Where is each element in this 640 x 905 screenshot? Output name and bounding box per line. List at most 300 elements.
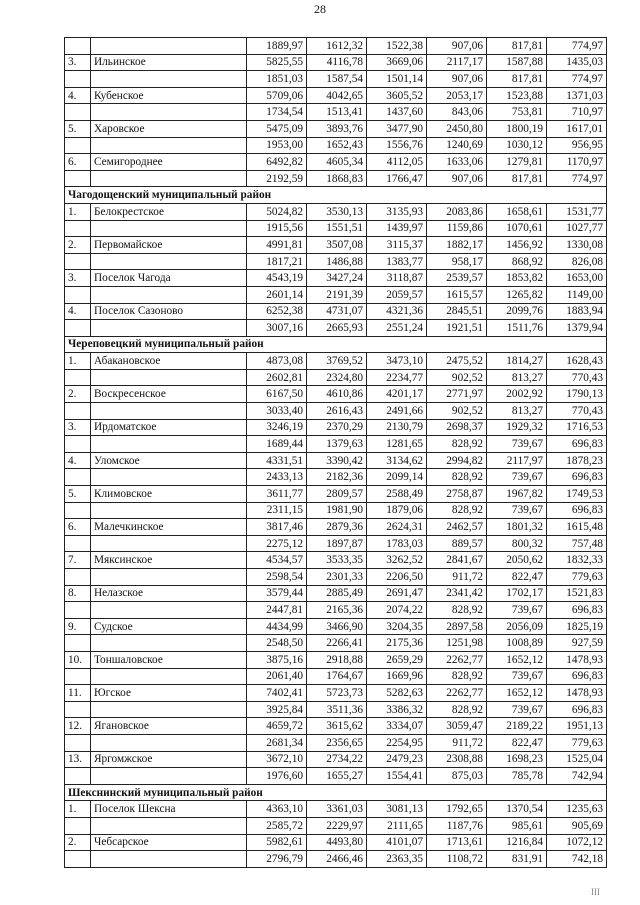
value-cell: 1868,83: [307, 170, 367, 187]
value-cell: 5723,73: [307, 685, 367, 702]
table-row: [65, 486, 607, 503]
table-row: [65, 403, 607, 420]
value-cell: 1170,97: [547, 154, 607, 171]
value-cell: 3579,44: [247, 585, 307, 602]
value-cell: 817,81: [487, 38, 547, 55]
value-cell: 911,72: [427, 569, 487, 586]
value-cell: 785,78: [487, 768, 547, 785]
settlement-name: Югское: [91, 685, 247, 702]
value-cell: 2551,24: [367, 320, 427, 337]
settlement-name: Белокрестское: [91, 203, 247, 220]
value-cell: 3817,46: [247, 519, 307, 536]
table-row: [65, 685, 607, 702]
value-cell: 831,91: [487, 851, 547, 868]
value-cell: 757,48: [547, 535, 607, 552]
value-cell: 2308,88: [427, 751, 487, 768]
value-cell: 956,95: [547, 137, 607, 154]
value-cell: 1801,32: [487, 519, 547, 536]
row-number: 5.: [65, 486, 91, 503]
district-title: Шекснинский муниципальный район: [65, 784, 607, 801]
table-row: [65, 38, 607, 55]
value-cell: 1531,77: [547, 203, 607, 220]
value-cell: 1439,97: [367, 220, 427, 237]
value-cell: 5825,55: [247, 54, 307, 71]
value-cell: 1511,76: [487, 320, 547, 337]
row-number: 1.: [65, 801, 91, 818]
value-cell: 2598,54: [247, 569, 307, 586]
value-cell: 1655,27: [307, 768, 367, 785]
value-cell: 828,92: [427, 668, 487, 685]
settlement-name: [91, 436, 247, 453]
value-cell: 2165,36: [307, 602, 367, 619]
page-number: 28: [314, 2, 326, 16]
value-cell: 1556,76: [367, 137, 427, 154]
value-cell: 875,03: [427, 768, 487, 785]
value-cell: 696,83: [547, 668, 607, 685]
value-cell: 2254,95: [367, 734, 427, 751]
settlement-name: Климовское: [91, 486, 247, 503]
row-number: [65, 569, 91, 586]
row-number: 8.: [65, 585, 91, 602]
row-number: [65, 602, 91, 619]
value-cell: 2796,79: [247, 851, 307, 868]
table-row: [65, 87, 607, 104]
row-number: [65, 535, 91, 552]
value-cell: 7402,41: [247, 685, 307, 702]
value-cell: 905,69: [547, 817, 607, 834]
settlement-name: [91, 403, 247, 420]
value-cell: 1521,83: [547, 585, 607, 602]
row-number: [65, 38, 91, 55]
value-cell: 2659,29: [367, 651, 427, 668]
value-cell: 2059,57: [367, 286, 427, 303]
table-row: [65, 519, 607, 536]
value-cell: 2585,72: [247, 817, 307, 834]
settlement-name: [91, 104, 247, 121]
value-cell: 1265,82: [487, 286, 547, 303]
row-number: [65, 220, 91, 237]
value-cell: 1617,01: [547, 120, 607, 137]
table-body: [65, 38, 607, 868]
value-cell: 2182,36: [307, 469, 367, 486]
value-cell: 742,94: [547, 768, 607, 785]
value-cell: 4543,19: [247, 270, 307, 287]
district-title: Чагодощенский муниципальный район: [65, 187, 607, 204]
value-cell: 4659,72: [247, 718, 307, 735]
value-cell: 3611,77: [247, 486, 307, 503]
row-number: [65, 734, 91, 751]
value-cell: 902,52: [427, 369, 487, 386]
value-cell: 1554,41: [367, 768, 427, 785]
value-cell: 1814,27: [487, 353, 547, 370]
value-cell: 2192,59: [247, 170, 307, 187]
value-cell: 1486,88: [307, 253, 367, 270]
value-cell: 2845,51: [427, 303, 487, 320]
value-cell: 1383,77: [367, 253, 427, 270]
value-cell: 828,92: [427, 502, 487, 519]
value-cell: 907,06: [427, 170, 487, 187]
value-cell: 4534,57: [247, 552, 307, 569]
value-cell: 696,83: [547, 701, 607, 718]
value-cell: 1216,84: [487, 834, 547, 851]
value-cell: 2099,76: [487, 303, 547, 320]
value-cell: 1879,06: [367, 502, 427, 519]
value-cell: 2117,97: [487, 452, 547, 469]
table-row: [65, 851, 607, 868]
value-cell: 1889,97: [247, 38, 307, 55]
row-number: [65, 286, 91, 303]
settlement-name: Малечкинское: [91, 519, 247, 536]
value-cell: 4112,05: [367, 154, 427, 171]
settlement-name: Ильинское: [91, 54, 247, 71]
row-number: [65, 137, 91, 154]
value-cell: 1915,56: [247, 220, 307, 237]
table-row: [65, 203, 607, 220]
value-cell: 800,32: [487, 535, 547, 552]
value-cell: 817,81: [487, 170, 547, 187]
value-cell: 1615,57: [427, 286, 487, 303]
value-cell: 2370,29: [307, 419, 367, 436]
value-cell: 1832,33: [547, 552, 607, 569]
value-cell: 3033,40: [247, 403, 307, 420]
value-cell: 696,83: [547, 602, 607, 619]
value-cell: 1897,87: [307, 535, 367, 552]
value-cell: 1615,48: [547, 519, 607, 536]
value-cell: 2324,80: [307, 369, 367, 386]
value-cell: 2539,57: [427, 270, 487, 287]
tariff-table: [64, 37, 607, 868]
value-cell: 2601,14: [247, 286, 307, 303]
value-cell: 1633,06: [427, 154, 487, 171]
table-row: [65, 585, 607, 602]
value-cell: 2117,17: [427, 54, 487, 71]
value-cell: 4493,80: [307, 834, 367, 851]
value-cell: 907,06: [427, 71, 487, 88]
table-row: [65, 834, 607, 851]
value-cell: 927,59: [547, 635, 607, 652]
value-cell: 1379,63: [307, 436, 367, 453]
value-cell: 774,97: [547, 71, 607, 88]
section-header-row: [65, 187, 607, 204]
value-cell: 889,57: [427, 535, 487, 552]
row-number: 2.: [65, 237, 91, 254]
value-cell: 1652,12: [487, 651, 547, 668]
settlement-name: [91, 569, 247, 586]
value-cell: 2698,37: [427, 419, 487, 436]
settlement-name: Абакановское: [91, 353, 247, 370]
value-cell: 813,27: [487, 369, 547, 386]
row-number: [65, 817, 91, 834]
settlement-name: Ирдоматское: [91, 419, 247, 436]
table-row: [65, 469, 607, 486]
value-cell: 1240,69: [427, 137, 487, 154]
value-cell: 822,47: [487, 734, 547, 751]
value-cell: 3530,13: [307, 203, 367, 220]
settlement-name: Поселок Чагода: [91, 270, 247, 287]
value-cell: 1698,23: [487, 751, 547, 768]
settlement-name: [91, 369, 247, 386]
value-cell: 2602,81: [247, 369, 307, 386]
settlement-name: [91, 768, 247, 785]
settlement-name: [91, 668, 247, 685]
table-row: [65, 817, 607, 834]
value-cell: 1379,94: [547, 320, 607, 337]
value-cell: 4116,78: [307, 54, 367, 71]
table-row: [65, 320, 607, 337]
value-cell: 1072,12: [547, 834, 607, 851]
row-number: 4.: [65, 87, 91, 104]
value-cell: 2341,42: [427, 585, 487, 602]
table-row: [65, 154, 607, 171]
value-cell: 1766,47: [367, 170, 427, 187]
value-cell: 1967,82: [487, 486, 547, 503]
value-cell: 1030,12: [487, 137, 547, 154]
value-cell: 1749,53: [547, 486, 607, 503]
value-cell: 1159,86: [427, 220, 487, 237]
district-title: Череповецкий муниципальный район: [65, 336, 607, 353]
value-cell: 2588,49: [367, 486, 427, 503]
value-cell: 2466,46: [307, 851, 367, 868]
value-cell: 1370,54: [487, 801, 547, 818]
table-row: [65, 120, 607, 137]
settlement-name: [91, 170, 247, 187]
settlement-name: Мяксинское: [91, 552, 247, 569]
value-cell: 2053,17: [427, 87, 487, 104]
settlement-name: Воскресенское: [91, 386, 247, 403]
value-cell: 2734,22: [307, 751, 367, 768]
table-row: [65, 602, 607, 619]
value-cell: 3386,32: [367, 701, 427, 718]
value-cell: 1070,61: [487, 220, 547, 237]
settlement-name: [91, 502, 247, 519]
table-row: [65, 718, 607, 735]
value-cell: 1330,08: [547, 237, 607, 254]
settlement-name: Семигороднее: [91, 154, 247, 171]
row-number: [65, 635, 91, 652]
settlement-name: Кубенское: [91, 87, 247, 104]
value-cell: 3115,37: [367, 237, 427, 254]
value-cell: 1279,81: [487, 154, 547, 171]
value-cell: 2491,66: [367, 403, 427, 420]
row-number: [65, 502, 91, 519]
settlement-name: Судское: [91, 618, 247, 635]
value-cell: 2433,13: [247, 469, 307, 486]
value-cell: 2363,35: [367, 851, 427, 868]
value-cell: 2099,14: [367, 469, 427, 486]
value-cell: 3135,93: [367, 203, 427, 220]
value-cell: 1187,76: [427, 817, 487, 834]
settlement-name: [91, 817, 247, 834]
value-cell: 1734,54: [247, 104, 307, 121]
value-cell: 742,18: [547, 851, 607, 868]
value-cell: 1669,96: [367, 668, 427, 685]
value-cell: 2897,58: [427, 618, 487, 635]
row-number: 2.: [65, 834, 91, 851]
value-cell: 2234,77: [367, 369, 427, 386]
value-cell: 4605,34: [307, 154, 367, 171]
value-cell: 739,67: [487, 701, 547, 718]
value-cell: 2879,36: [307, 519, 367, 536]
settlement-name: [91, 137, 247, 154]
value-cell: 817,81: [487, 71, 547, 88]
value-cell: 3605,52: [367, 87, 427, 104]
table-row: [65, 801, 607, 818]
value-cell: 6252,38: [247, 303, 307, 320]
value-cell: 3507,08: [307, 237, 367, 254]
value-cell: 1501,14: [367, 71, 427, 88]
value-cell: 2809,57: [307, 486, 367, 503]
table-row: [65, 436, 607, 453]
value-cell: 4331,51: [247, 452, 307, 469]
table-row: [65, 502, 607, 519]
value-cell: 2175,36: [367, 635, 427, 652]
value-cell: 753,81: [487, 104, 547, 121]
value-cell: 739,67: [487, 436, 547, 453]
value-cell: 2479,23: [367, 751, 427, 768]
value-cell: 1612,32: [307, 38, 367, 55]
value-cell: 1478,93: [547, 651, 607, 668]
value-cell: 907,06: [427, 38, 487, 55]
value-cell: 774,97: [547, 38, 607, 55]
row-number: 2.: [65, 386, 91, 403]
value-cell: 3533,35: [307, 552, 367, 569]
table-row: [65, 220, 607, 237]
section-header-row: [65, 336, 607, 353]
value-cell: 2447,81: [247, 602, 307, 619]
value-cell: 3769,52: [307, 353, 367, 370]
value-cell: 1437,60: [367, 104, 427, 121]
table-row: [65, 237, 607, 254]
table-row: [65, 734, 607, 751]
row-number: [65, 668, 91, 685]
value-cell: 2111,65: [367, 817, 427, 834]
value-cell: 1716,53: [547, 419, 607, 436]
value-cell: 3615,62: [307, 718, 367, 735]
value-cell: 1251,98: [427, 635, 487, 652]
value-cell: 2691,47: [367, 585, 427, 602]
value-cell: 2624,31: [367, 519, 427, 536]
value-cell: 3081,13: [367, 801, 427, 818]
value-cell: 4873,08: [247, 353, 307, 370]
value-cell: 1883,94: [547, 303, 607, 320]
value-cell: 3334,07: [367, 718, 427, 735]
value-cell: 1027,77: [547, 220, 607, 237]
table-row: [65, 701, 607, 718]
value-cell: 3427,24: [307, 270, 367, 287]
value-cell: 770,43: [547, 403, 607, 420]
value-cell: 3204,35: [367, 618, 427, 635]
value-cell: 4042,65: [307, 87, 367, 104]
value-cell: 779,63: [547, 569, 607, 586]
value-cell: 3925,84: [247, 701, 307, 718]
value-cell: 1878,23: [547, 452, 607, 469]
value-cell: 2918,88: [307, 651, 367, 668]
table-row: [65, 369, 607, 386]
table-row: [65, 253, 607, 270]
settlement-name: [91, 602, 247, 619]
row-number: 1.: [65, 203, 91, 220]
row-number: [65, 701, 91, 718]
table-row: [65, 386, 607, 403]
value-cell: 828,92: [427, 469, 487, 486]
value-cell: 1008,89: [487, 635, 547, 652]
settlement-name: Первомайское: [91, 237, 247, 254]
value-cell: 4991,81: [247, 237, 307, 254]
value-cell: 1281,65: [367, 436, 427, 453]
value-cell: 1149,00: [547, 286, 607, 303]
settlement-name: [91, 701, 247, 718]
row-number: [65, 403, 91, 420]
value-cell: 2665,93: [307, 320, 367, 337]
value-cell: 739,67: [487, 469, 547, 486]
row-number: 3.: [65, 270, 91, 287]
value-cell: 1235,63: [547, 801, 607, 818]
value-cell: 6167,50: [247, 386, 307, 403]
settlement-name: Ягановское: [91, 718, 247, 735]
row-number: [65, 469, 91, 486]
table-row: [65, 535, 607, 552]
row-number: 6.: [65, 154, 91, 171]
value-cell: 4101,07: [367, 834, 427, 851]
value-cell: 696,83: [547, 436, 607, 453]
value-cell: 2061,40: [247, 668, 307, 685]
value-cell: 813,27: [487, 403, 547, 420]
value-cell: 828,92: [427, 701, 487, 718]
value-cell: 1825,19: [547, 618, 607, 635]
value-cell: 2189,22: [487, 718, 547, 735]
table-row: [65, 618, 607, 635]
settlement-name: [91, 535, 247, 552]
settlement-name: Поселок Сазоново: [91, 303, 247, 320]
value-cell: 2548,50: [247, 635, 307, 652]
value-cell: 2462,57: [427, 519, 487, 536]
value-cell: 2130,79: [367, 419, 427, 436]
value-cell: 826,08: [547, 253, 607, 270]
value-cell: 1713,61: [427, 834, 487, 851]
table-row: [65, 54, 607, 71]
table-row: [65, 552, 607, 569]
value-cell: 1817,21: [247, 253, 307, 270]
value-cell: 1853,82: [487, 270, 547, 287]
value-cell: 4434,99: [247, 618, 307, 635]
value-cell: 4610,86: [307, 386, 367, 403]
value-cell: 1371,03: [547, 87, 607, 104]
table-row: [65, 419, 607, 436]
value-cell: 3118,87: [367, 270, 427, 287]
value-cell: 985,61: [487, 817, 547, 834]
settlement-name: [91, 635, 247, 652]
row-number: 10.: [65, 651, 91, 668]
value-cell: 1108,72: [427, 851, 487, 868]
value-cell: 3511,36: [307, 701, 367, 718]
settlement-name: Уломское: [91, 452, 247, 469]
row-number: [65, 71, 91, 88]
value-cell: 2681,34: [247, 734, 307, 751]
value-cell: 3246,19: [247, 419, 307, 436]
value-cell: 822,47: [487, 569, 547, 586]
value-cell: 739,67: [487, 602, 547, 619]
table-row: [65, 353, 607, 370]
value-cell: 4731,07: [307, 303, 367, 320]
table-row: [65, 170, 607, 187]
value-cell: 1783,03: [367, 535, 427, 552]
value-cell: 3007,16: [247, 320, 307, 337]
table-row: [65, 71, 607, 88]
table-row: [65, 286, 607, 303]
table-row: [65, 768, 607, 785]
row-number: 12.: [65, 718, 91, 735]
value-cell: 958,17: [427, 253, 487, 270]
